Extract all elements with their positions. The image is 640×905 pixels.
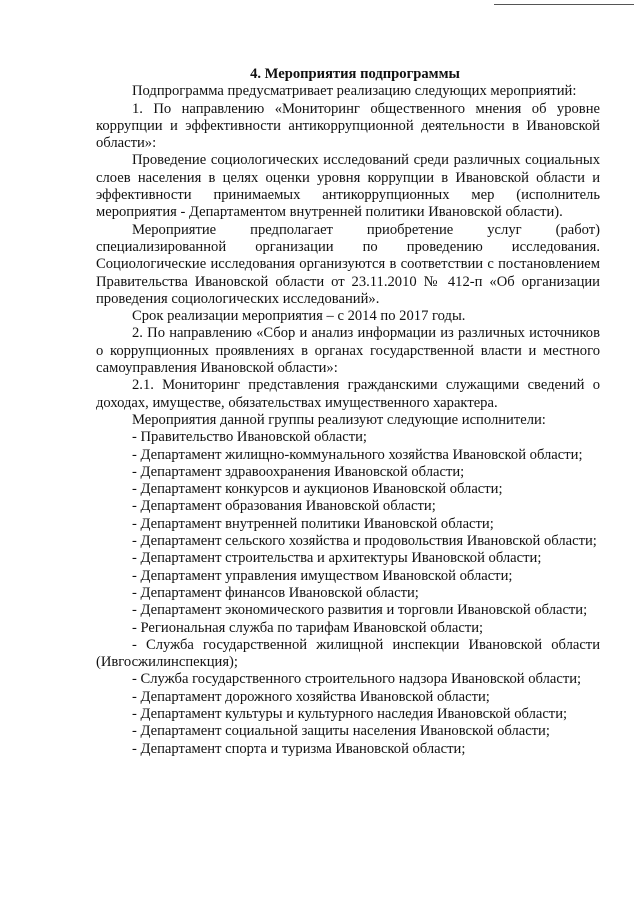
list-item: - Департамент строительства и архитектуры Ивановской области; <box>132 550 542 567</box>
list-item: - Департамент дорожного хозяйства Ивановской области; <box>132 688 490 705</box>
section-heading: 4. Мероприятия подпрограммы <box>250 66 460 82</box>
paragraph-direction-2: 2. По направлению «Сбор и анализ информации из различных источников о коррупционных проявлениях в органах государственной власти и местного самоуправления Ивановской области»: <box>96 325 600 377</box>
list-item: - Департамент спорта и туризма Ивановской области; <box>132 740 466 757</box>
list-item: - Департамент экономического развития и торговли Ивановской области; <box>132 602 588 619</box>
list-item: - Департамент культуры и культурного наследия Ивановской области; <box>132 705 568 722</box>
paragraph-monitoring: 2.1. Мониторинг представления гражданскими служащими сведений о доходах, имуществе, обязательствах имущественного характера. <box>96 377 600 411</box>
paragraph-executors-intro: Мероприятия данной группы реализуют следующие исполнители: <box>132 411 546 428</box>
paragraph-intro: Подпрограмма предусматривает реализацию следующих мероприятий: <box>132 83 577 100</box>
paragraph-services: Мероприятие предполагает приобретение услуг (работ) специализированной организации по проведению исследования. Социологические исследования организуются в соответствии с постановлением Правительства Ивановской области от 23.11.2010 № 412-п «Об организации проведения социологических исследований». <box>96 221 600 307</box>
paragraph-research: Проведение социологических исследований среди различных социальных слоев населения в целях оценки уровня коррупции в Ивановской области и эффективности принимаемых антикоррупционных мер (исполнитель мероприятия - Департаментом внутренней политики Ивановской области). <box>96 152 600 221</box>
top-border-line <box>494 4 634 5</box>
paragraph-direction-1: 1. По направлению «Мониторинг общественного мнения об уровне коррупции и эффективности антикоррупционной деятельности в Ивановской области»: <box>96 100 600 152</box>
list-item: - Департамент образования Ивановской области; <box>132 498 436 515</box>
list-item: - Департамент здравоохранения Ивановской области; <box>132 463 465 480</box>
list-item: - Департамент социальной защиты населения Ивановской области; <box>132 723 550 740</box>
paragraph-term: Срок реализации мероприятия – с 2014 по 2017 годы. <box>132 308 466 325</box>
list-item: - Служба государственного строительного надзора Ивановской области; <box>132 671 582 688</box>
list-item: - Правительство Ивановской области; <box>132 429 367 446</box>
list-item: - Департамент внутренней политики Ивановской области; <box>132 515 494 532</box>
list-item: - Региональная служба по тарифам Ивановской области; <box>132 619 484 636</box>
list-item: - Департамент сельского хозяйства и продовольствия Ивановской области; <box>132 533 597 550</box>
list-item: - Департамент конкурсов и аукционов Ивановской области; <box>132 481 503 498</box>
document-page <box>96 66 600 758</box>
list-item: - Департамент управления имуществом Ивановской области; <box>132 567 513 584</box>
list-item: - Служба государственной жилищной инспекции Ивановской области (Ивгосжилинспекция); <box>96 636 600 671</box>
list-item: - Департамент жилищно-коммунального хозяйства Ивановской области; <box>132 446 583 463</box>
executors-list <box>96 429 600 758</box>
list-item: - Департамент финансов Ивановской области; <box>132 584 419 601</box>
